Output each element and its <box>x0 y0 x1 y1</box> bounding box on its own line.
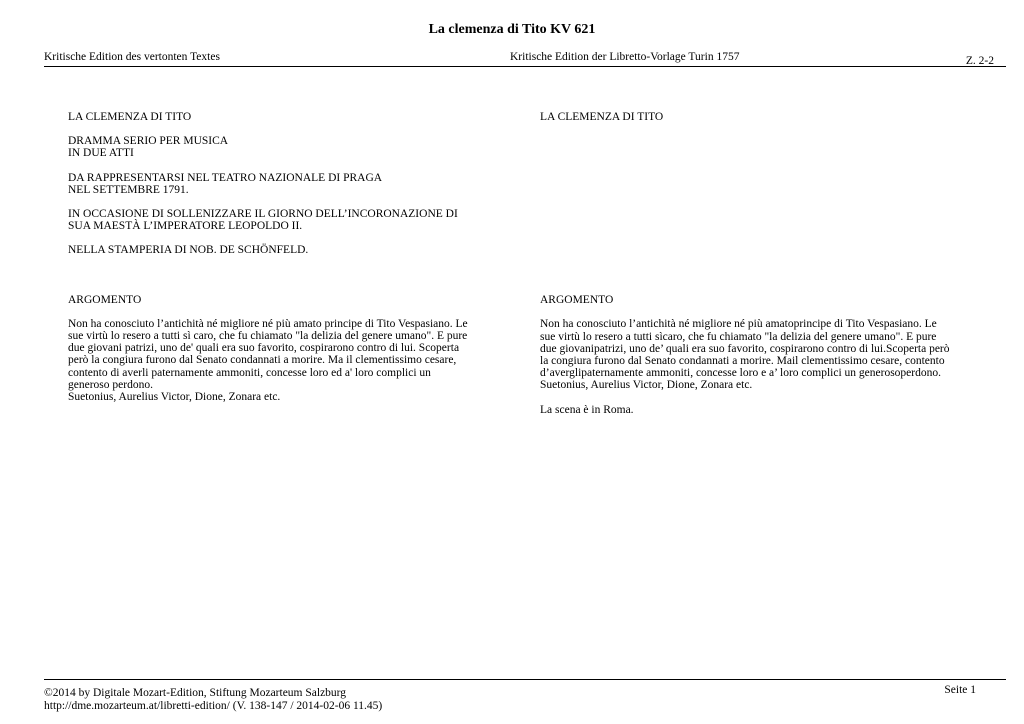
left-argomento-text: Non ha conosciuto l’antichità né migliore né più amato principe di Tito Vespasiano. Le sue virtù lo resero a tutti sì caro, che fu chiamato "la delizia del genere umano". E pure due giovani patrizi, uno de' quali era suo favorito, cospirarono contro di lui. Scoperta però la congiura furono dal Senato condannati a morire. Ma il clementissimo cesare, contento di averli paternamente ammoniti, concesse loro ed a' loro complici un generoso perdono. Suetonius, Aurelius Victor, Dione, Zonara etc. <box>68 317 468 404</box>
right-argomento-heading: ARGOMENTO <box>540 294 614 307</box>
footer-url: http://dme.mozarteum.at/libretti-edition/ (V. 138-147 / 2014-02-06 11.45) <box>44 699 383 712</box>
left-title: LA CLEMENZA DI TITO <box>68 111 192 123</box>
right-title: LA CLEMENZA DI TITO <box>540 111 664 123</box>
right-argomento-text: Non ha conosciuto l’antichità né migliore né più amatoprincipe di Tito Vespasiano. Le sue virtù lo resero a tutti sìcaro, che fu chiamato "la delizia del genere umano". E pure due giovanipatrizi, uno de’ quali era suo favorito, cospirarono contro di lui.Scoperta però la congiura furono dal Senato condannati a morire. Mail clementissimo cesare, contento d’averglipaternamente ammoniti, concesse loro e a’ loro complici un generosoperdono. Suetonius, Aurelius Victor, Dione, Zonara etc. <box>540 318 950 392</box>
header-divider <box>44 66 1006 67</box>
footer-copyright: ©2014 by Digitale Mozart-Edition, Stiftung Mozarteum Salzburg <box>44 687 347 699</box>
left-performance: DA RAPPRESENTARSI NEL TEATRO NAZIONALE DI PRAGA NEL SETTEMBRE 1791. <box>68 171 383 196</box>
header-right-column-label: Kritische Edition der Libretto-Vorlage Turin 1757 <box>510 51 740 63</box>
left-column <box>68 111 508 403</box>
left-printer: NELLA STAMPERIA DI NOB. DE SCHÖNFELD. <box>68 244 309 257</box>
page-number: Seite 1 <box>944 684 976 696</box>
right-column <box>540 111 980 416</box>
footer-divider <box>44 679 1006 680</box>
left-argomento-heading: ARGOMENTO <box>68 293 142 306</box>
line-reference: Z. 2-2 <box>965 55 994 67</box>
left-genre: DRAMMA SERIO PER MUSICA IN DUE ATTI <box>68 135 229 160</box>
footer-info <box>44 687 382 712</box>
header-left-column-label: Kritische Edition des vertonten Textes <box>44 51 220 63</box>
page-title: La clemenza di Tito KV 621 <box>428 22 596 37</box>
left-occasion: IN OCCASIONE DI SOLLENIZZARE IL GIORNO DELL’INCORONAZIONE DI SUA MAESTÀ L’IMPERATORE LEOPOLDO II. <box>68 208 458 233</box>
right-setting: La scena è in Roma. <box>540 403 634 416</box>
